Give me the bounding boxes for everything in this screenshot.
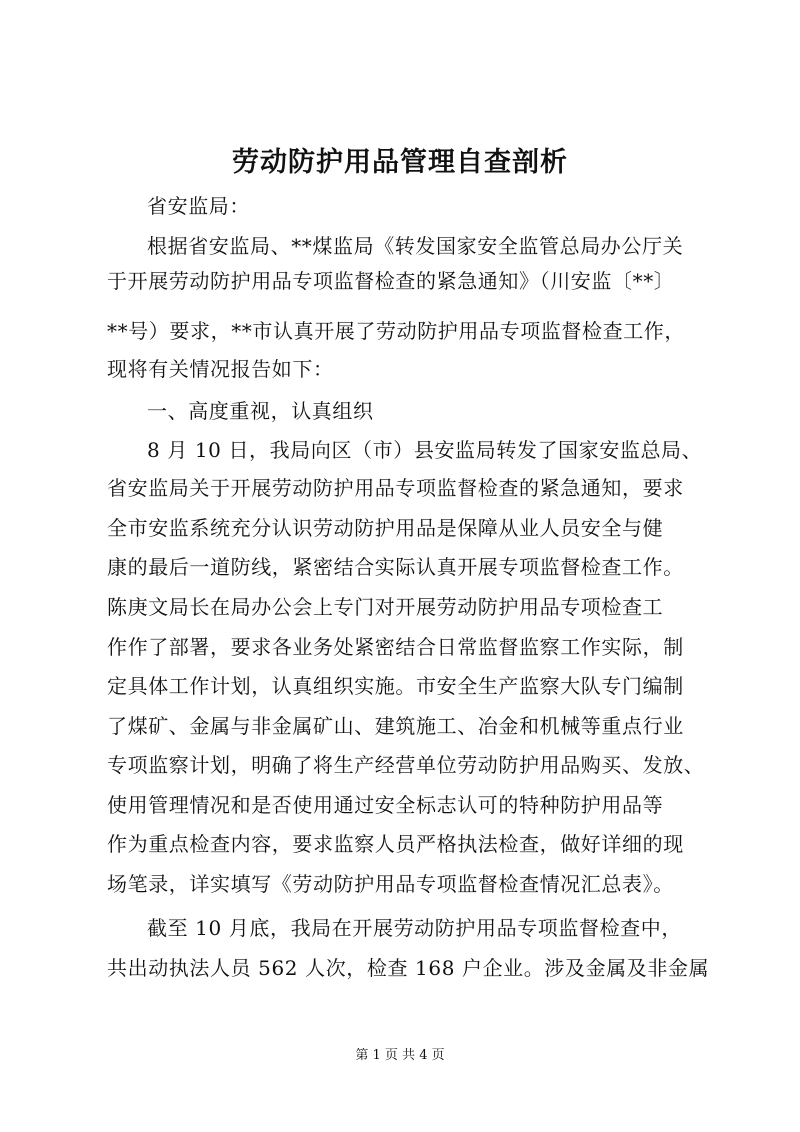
body-line: 作为重点检查内容，要求监察人员严格执法检查，做好详细的现 xyxy=(107,832,684,856)
body-line: 8 月 10 日，我局向区（市）县安监局转发了国家安监总局、 xyxy=(147,438,703,462)
body-line: 于开展劳动防护用品专项监督检查的紧急通知》（川安监〔**〕 xyxy=(107,269,675,293)
body-line: 康的最后一道防线，紧密结合实际认真开展专项监督检查工作。 xyxy=(107,555,684,579)
body-line: 场笔录，详实填写《劳动防护用品专项监督检查情况汇总表》。 xyxy=(107,872,674,896)
body-line: 作作了部署，要求各业务处紧密结合日常监督监察工作实际，制 xyxy=(107,635,684,659)
document-title: 劳动防护用品管理自查剖析 xyxy=(232,147,568,178)
body-line: **号）要求，**市认真开展了劳动防护用品专项监督检查工作， xyxy=(107,319,685,343)
body-line: 截至 10 月底，我局在开展劳动防护用品专项监督检查中， xyxy=(147,916,682,940)
body-line: 陈庚文局长在局办公会上专门对开展劳动防护用品专项检查工 xyxy=(107,595,664,619)
body-line: 了煤矿、金属与非金属矿山、建筑施工、冶金和机械等重点行业 xyxy=(107,714,684,738)
page-number-footer: 第 1 页 共 4 页 xyxy=(355,1048,445,1063)
body-line: 现将有关情况报告如下： xyxy=(107,357,334,381)
body-line: 使用管理情况和是否使用通过安全标志认可的特种防护用品等 xyxy=(107,793,664,817)
body-line: 共出动执法人员 562 人次，检查 168 户企业。涉及金属及非金属 xyxy=(107,956,710,980)
body-line: 省安监局关于开展劳动防护用品专项监督检查的紧急通知，要求 xyxy=(107,476,684,500)
body-line: 专项监察计划，明确了将生产经营单位劳动防护用品购买、发放、 xyxy=(107,753,705,777)
section-heading: 一、高度重视，认真组织 xyxy=(147,399,374,423)
salutation-line: 省安监局： xyxy=(147,194,250,218)
body-line: 定具体工作计划，认真组织实施。市安全生产监察大队专门编制 xyxy=(107,674,684,698)
body-line: 根据省安监局、**煤监局《转发国家安全监管总局办公厅关 xyxy=(147,234,684,258)
body-line: 全市安监系统充分认识劳动防护用品是保障从业人员安全与健 xyxy=(107,516,664,540)
